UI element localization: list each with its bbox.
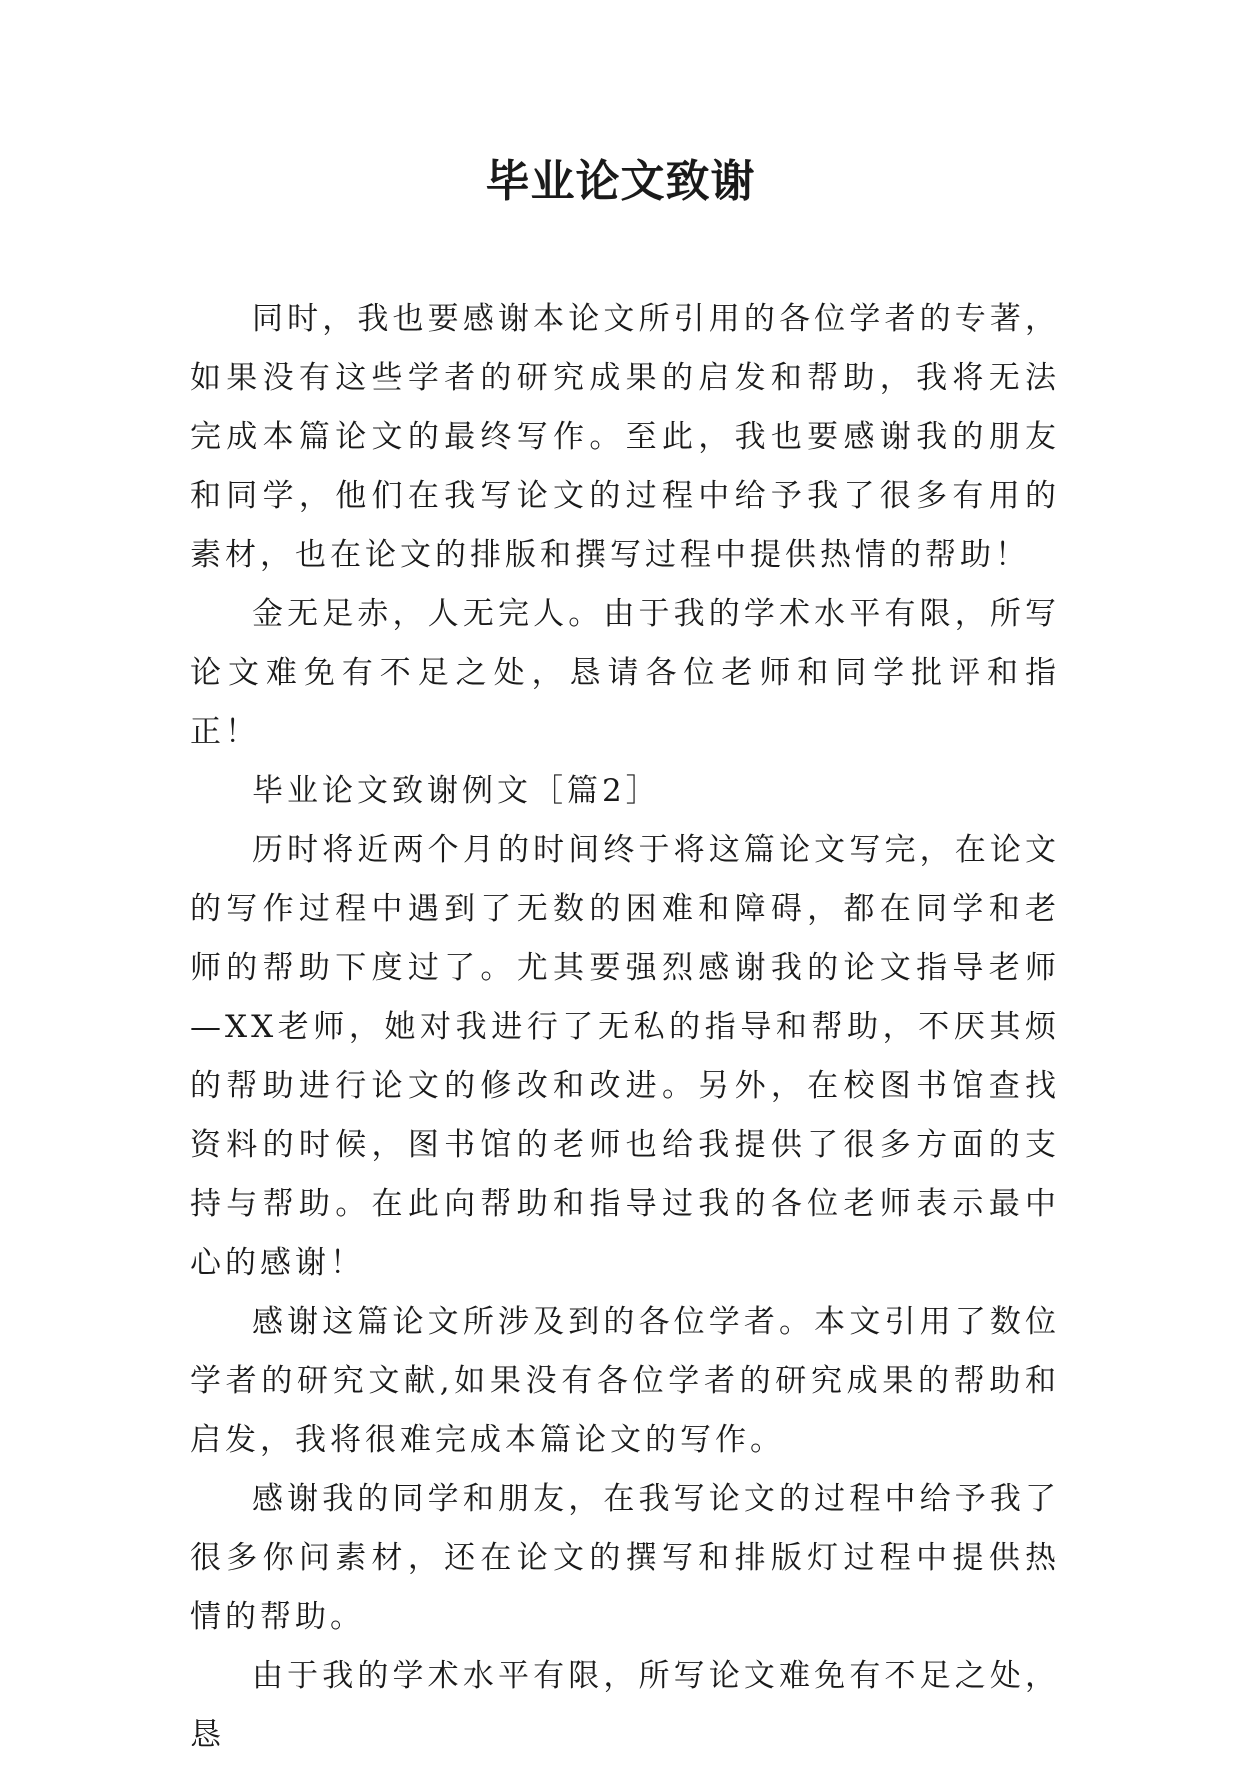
document-body (190, 290, 1060, 1765)
paragraph-closing-partial: 由于我的学术水平有限，所写论文难免有不足之处，恳 (190, 1658, 1060, 1753)
page-title: 毕业论文致谢 (485, 156, 756, 207)
section-heading-example-2: 毕业论文致谢例文［篇2］ (252, 773, 661, 809)
paragraph-thanks-classmates: 感谢我的同学和朋友，在我写论文的过程中给予我了很多你问素材，还在论文的撰写和排版灯过程中提供热情的帮助。 (190, 1481, 1060, 1635)
paragraph-thanks-scholars: 感谢这篇论文所涉及到的各位学者。本文引用了数位学者的研究文献,如果没有各位学者的研究成果的帮助和启发，我将很难完成本篇论文的写作。 (190, 1304, 1060, 1458)
paragraph-modesty: 金无足赤，人无完人。由于我的学术水平有限，所写论文难免有不足之处，恳请各位老师和同学批评和指正！ (190, 596, 1060, 750)
paragraph-thanks-advisor: 历时将近两个月的时间终于将这篇论文写完，在论文的写作过程中遇到了无数的困难和障碍，都在同学和老师的帮助下度过了。尤其要强烈感谢我的论文指导老师—XX老师，她对我进行了无私的指导和帮助，不厌其烦的帮助进行论文的修改和改进。另外，在校图书馆查找资料的时候，图书馆的老师也给我提供了很多方面的支持与帮助。在此向帮助和指导过我的各位老师表示最中心的感谢！ (190, 832, 1060, 1281)
paragraph-thanks-scholars-friends: 同时，我也要感谢本论文所引用的各位学者的专著，如果没有这些学者的研究成果的启发和帮助，我将无法完成本篇论文的最终写作。至此，我也要感谢我的朋友和同学，他们在我写论文的过程中给予我了很多有用的素材，也在论文的排版和撰写过程中提供热情的帮助！ (190, 301, 1060, 573)
